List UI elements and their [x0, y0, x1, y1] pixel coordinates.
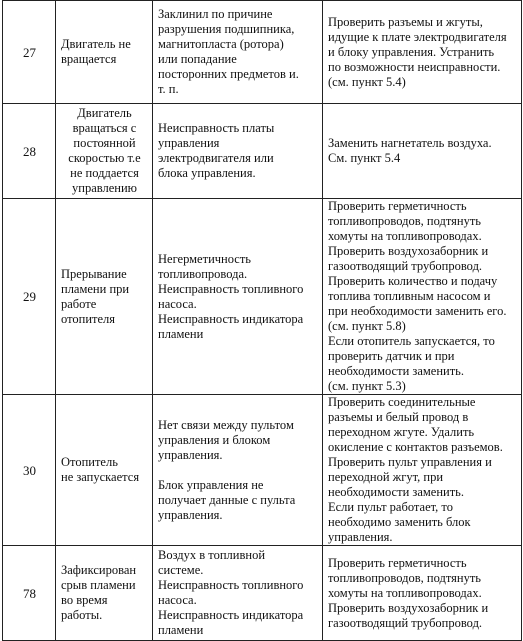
remedy-text: Проверить герметичность топливопроводов, подтянуть хомуты на топливопроводах. Проверить воздухозаборник и газоотводящий трубопровод. Проверить количество и подачу топлива топливным насосом и при необходимости заменить его. (см. пункт 5.8) Если отопитель запускается, то проверить датчик и при необходимости заменить. (см. пункт 5.3): [328, 199, 507, 393]
cause-cell: [153, 546, 323, 641]
remedy-text: Проверить герметичность топливопроводов, подтянуть хомуты на топливопроводах. Проверить воздухозаборник и газоотводящий трубопровод.: [328, 555, 489, 630]
table-row: [3, 1, 522, 104]
troubleshooting-table: [2, 0, 522, 641]
remedy-cell: [323, 546, 522, 641]
row-number: 29: [3, 199, 56, 395]
remedy-text: Проверить соединительные разъемы и белый провод в переходном жгуте. Удалить окисление с контактов разъемов. Проверить пульт управления и переходной жгут, при необходимости заменить. Если пульт работает, то необходимо заменить блок управления.: [328, 395, 503, 544]
remedy-text: Заменить нагнетатель воздуха. См. пункт 5.4: [328, 136, 492, 165]
row-number: 78: [3, 546, 56, 641]
row-number: 27: [3, 1, 56, 104]
remedy-cell: [323, 395, 522, 546]
symptom-text: Отопитель не запускается: [61, 455, 140, 484]
cause-cell: [153, 104, 323, 199]
table-row: [3, 104, 522, 199]
symptom-cell: [56, 199, 153, 395]
remedy-cell: [323, 199, 522, 395]
symptom-text: Двигатель вращаться с постоянной скоростью т.е не поддается управлению: [68, 106, 141, 195]
table-row: [3, 395, 522, 546]
row-number: 28: [3, 104, 56, 199]
cause-cell: [153, 199, 323, 395]
row-number: 30: [3, 395, 56, 546]
cause-cell: [153, 1, 323, 104]
cause-text: Воздух в топливной системе. Неисправность топливного насоса. Неисправность индикатора пламени: [158, 548, 304, 637]
table-row: [3, 546, 522, 641]
table-row: [3, 199, 522, 395]
cause-text: Негерметичность топливопровода. Неисправность топливного насоса. Неисправность индикатора пламени: [158, 251, 304, 341]
cause-cell: [153, 395, 323, 546]
remedy-text: Проверить разъемы и жгуты, идущие к плате электродвигателя и блоку управления. Устранить по возможности неисправности. (см. пункт 5.4): [328, 14, 507, 89]
symptom-cell: [56, 546, 153, 641]
symptom-text: Прерывание пламени при работе отопителя: [61, 266, 130, 326]
symptom-text: Зафиксирован срыв пламени во время работы.: [61, 563, 137, 622]
cause-text: Заклинил по причине разрушения подшипника, магнитопласта (ротора) или попадание посторонних предметов и. т. п.: [158, 7, 299, 96]
remedy-cell: [323, 1, 522, 104]
symptom-cell: [56, 1, 153, 104]
cause-text: Нет связи между пультом управления и блоком управления. Блок управления не получает данные с пульта управления.: [158, 417, 296, 522]
symptom-cell: [56, 104, 153, 199]
remedy-cell: [323, 104, 522, 199]
cause-text: Неисправность платы управления электродвигателя или блока управления.: [158, 121, 275, 180]
symptom-text: Двигатель не вращается: [61, 37, 131, 66]
symptom-cell: [56, 395, 153, 546]
